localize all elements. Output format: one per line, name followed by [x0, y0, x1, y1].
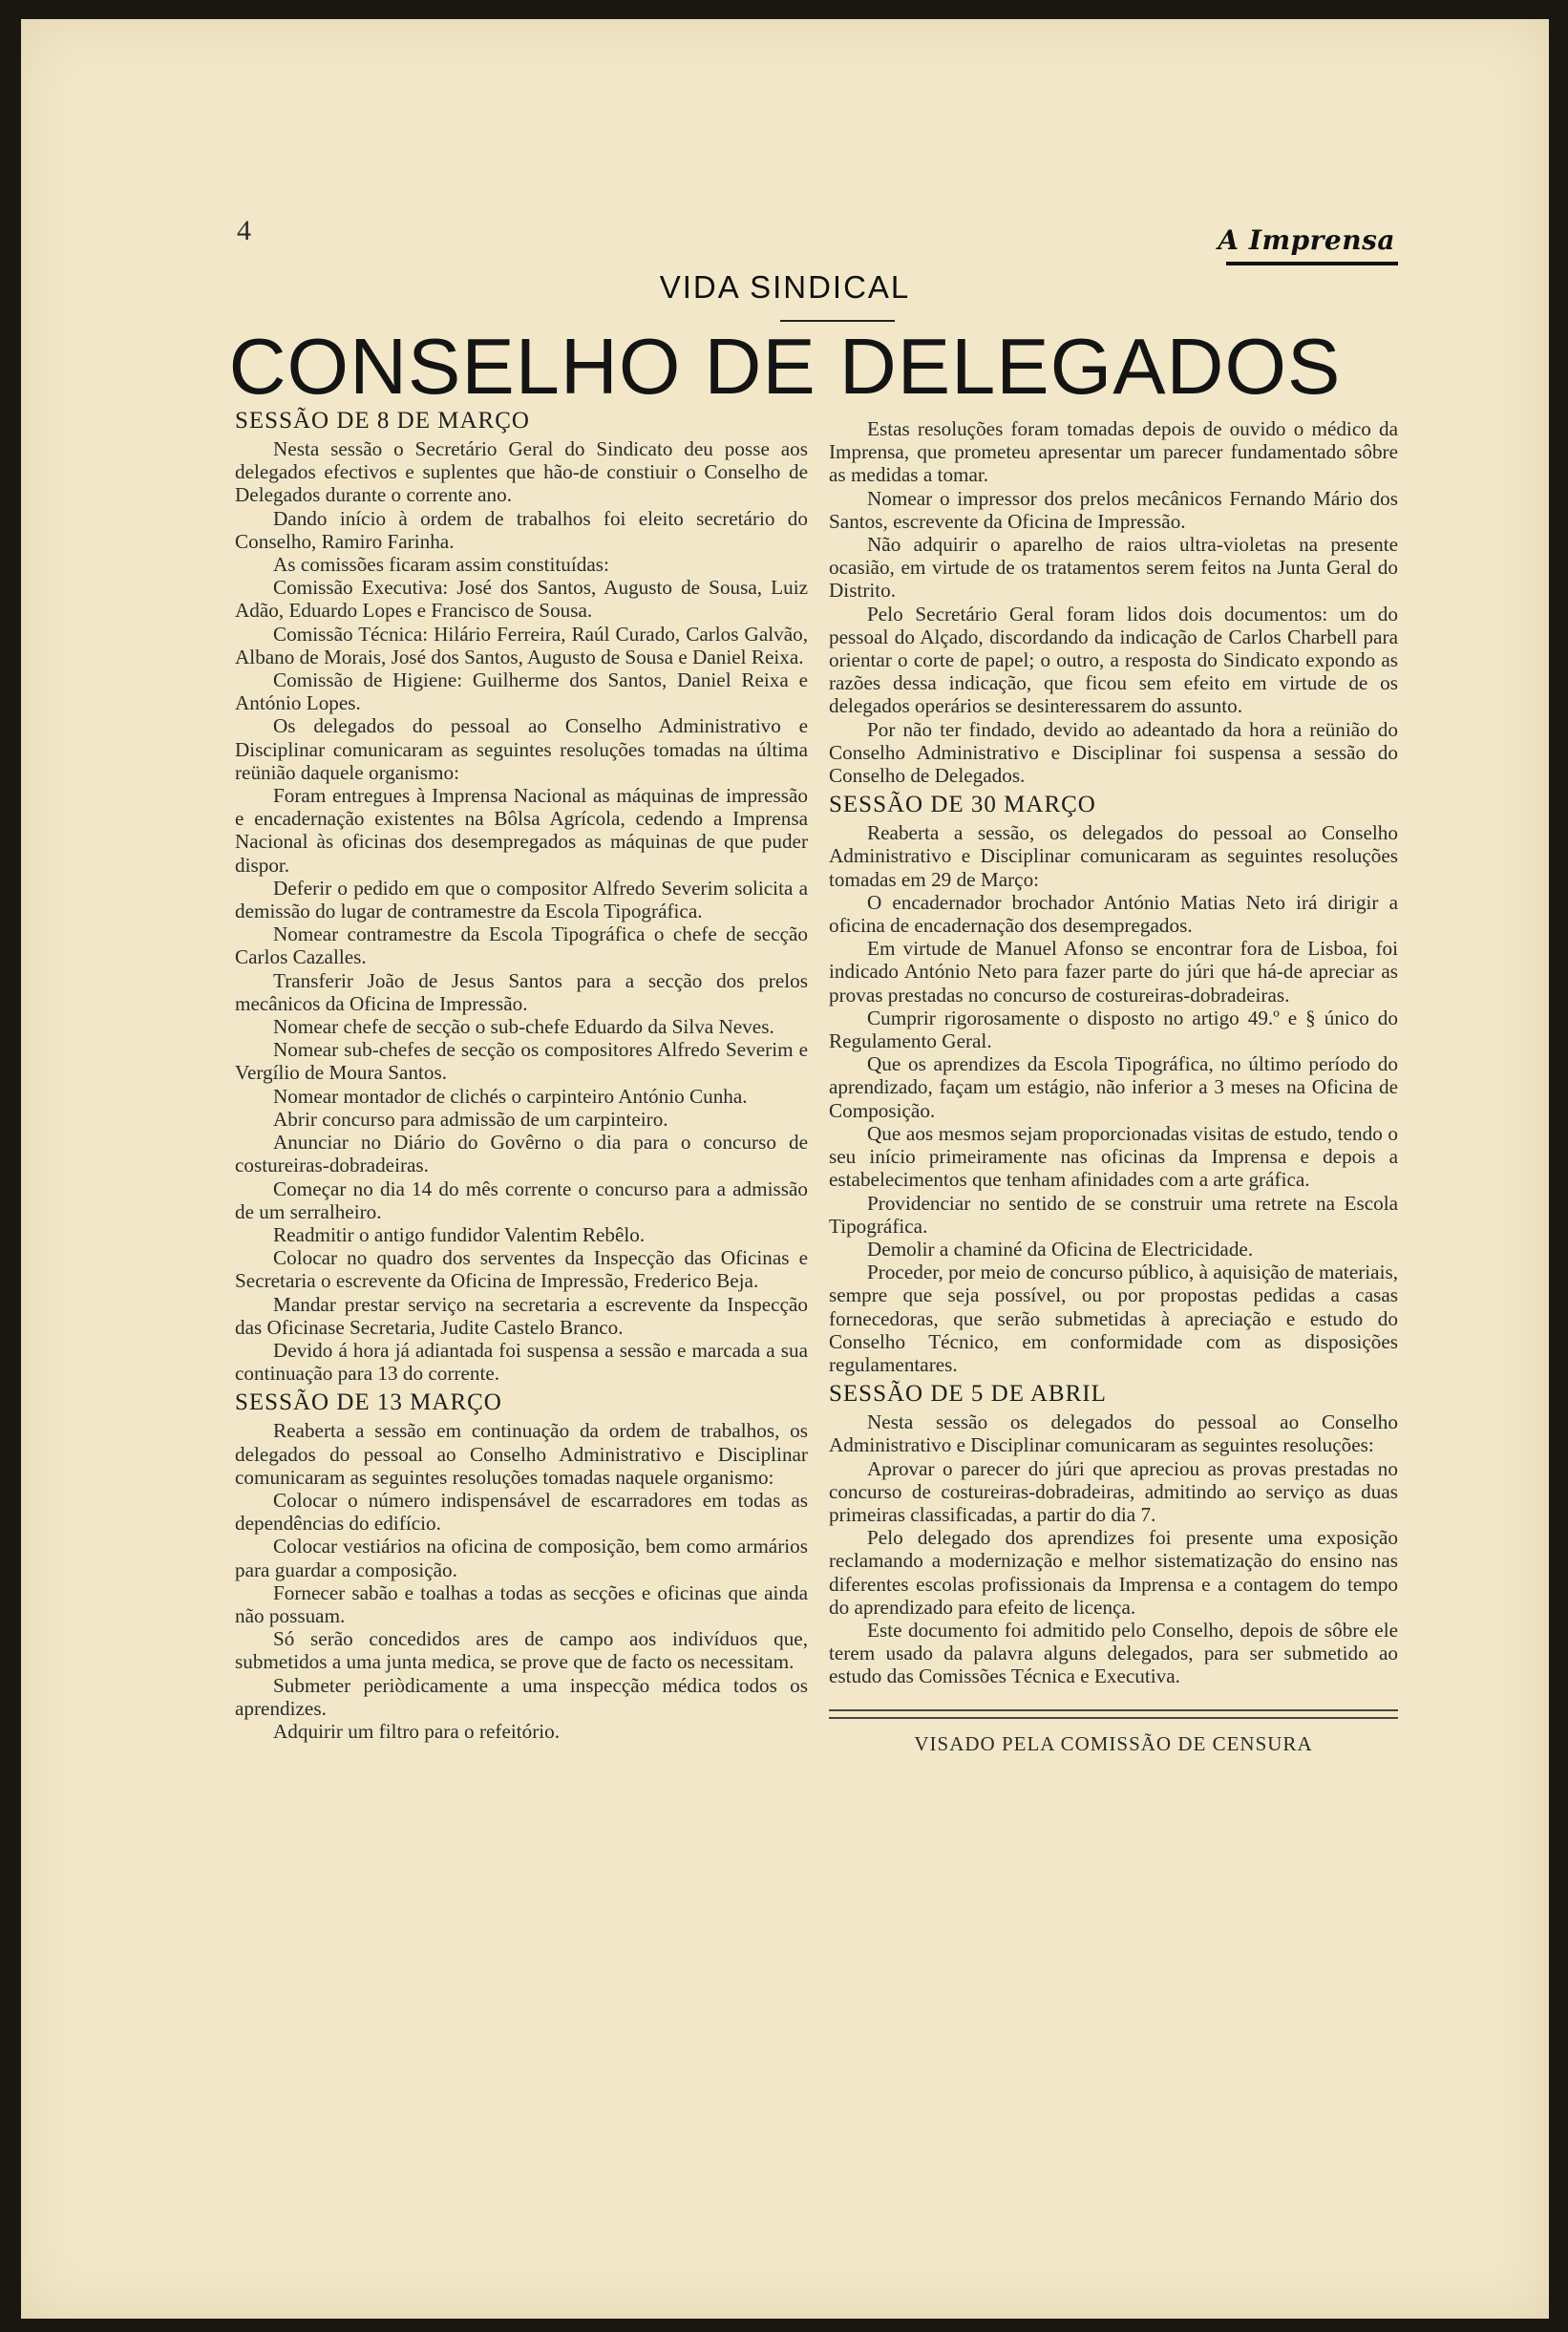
paragraph: Aprovar o parecer do júri que apreciou as provas prestadas no concurso de costureiras-dobradeiras, admitindo ao serviço as duas primeiras classificadas, a partir do dia 7. — [829, 1456, 1398, 1526]
double-rule — [829, 1709, 1398, 1719]
paragraph: Abrir concurso para admissão de um carpinteiro. — [273, 1107, 668, 1131]
masthead-rule — [1226, 262, 1398, 265]
right-column — [829, 417, 1398, 1755]
left-column — [235, 407, 808, 1743]
paragraph: Reaberta a sessão em continuação da ordem de trabalhos, os delegados do pessoal ao Conselho Administrativo e Disciplinar comunicaram as seguintes resoluções tomadas naquele organismo: — [235, 1419, 808, 1489]
paragraph: Readmitir o antigo fundidor Valentim Rebêlo. — [273, 1222, 646, 1246]
paragraph: Providenciar no sentido de se construir uma retrete na Escola Tipográfica. — [829, 1191, 1398, 1238]
paragraph: Deferir o pedido em que o compositor Alfredo Severim solicita a demissão do lugar de contramestre da Escola Tipográfica. — [235, 876, 808, 923]
paragraph: Estas resoluções foram tomadas depois de ouvido o médico da Imprensa, que prometeu apresentar um parecer fundamentado sôbre as medidas a tomar. — [829, 417, 1398, 487]
censorship-notice: VISADO PELA COMISSÃO DE CENSURA — [914, 1731, 1313, 1755]
paragraph: Proceder, por meio de concurso público, à aquisição de materiais, sempre que seja possível, ou por propostas pedidas a casas fornecedoras, que serão submetidas à apreciação e estudo do Conselho Técnico, em conformidade com as disposições regulamentares. — [829, 1261, 1398, 1376]
paragraph: Pelo Secretário Geral foram lidos dois documentos: um do pessoal do Alçado, discordando da indicação de Carlos Charbell para orientar o corte de papel; o outro, a resposta do Sindicato expondo as razões dessa indicação, que ficou sem efeito em virtude de os delegados operários se desinteressarem do assunto. — [829, 602, 1398, 718]
paragraph: Colocar no quadro dos serventes da Inspecção das Oficinas e Secretaria o escrevente da Oficina de Impressão, Frederico Beja. — [235, 1246, 808, 1293]
paragraph: Nomear montador de clichés o carpinteiro António Cunha. — [273, 1084, 748, 1108]
paragraph: Reaberta a sessão, os delegados do pessoal ao Conselho Administrativo e Disciplinar comunicaram as seguintes resoluções tomadas em 29 de Março: — [829, 821, 1398, 891]
paragraph: Começar no dia 14 do mês corrente o concurso para a admissão de um serralheiro. — [235, 1177, 808, 1223]
paragraph: Nesta sessão os delegados do pessoal ao Conselho Administrativo e Disciplinar comunicaram as seguintes resoluções: — [829, 1410, 1398, 1457]
newspaper-page — [21, 19, 1549, 2319]
session-heading: SESSÃO DE 30 MARÇO — [829, 792, 1096, 818]
paragraph: Nomear sub-chefes de secção os compositores Alfredo Severim e Vergílio de Moura Santos. — [235, 1038, 808, 1085]
paragraph: Submeter periòdicamente a uma inspecção médica todos os aprendizes. — [235, 1673, 808, 1720]
paragraph: Os delegados do pessoal ao Conselho Administrativo e Disciplinar comunicaram as seguintes resoluções tomadas na última reünião daquele organismo: — [235, 714, 808, 784]
paragraph: Só serão concedidos ares de campo aos indivíduos que, submetidos a uma junta medica, se prove que de facto os necessitam. — [235, 1627, 808, 1674]
paragraph: Nomear contramestre da Escola Tipográfica o chefe de secção Carlos Cazalles. — [235, 922, 808, 969]
paragraph: Comissão de Higiene: Guilherme dos Santos, Daniel Reixa e António Lopes. — [235, 668, 808, 715]
section-kicker: VIDA SINDICAL — [659, 269, 911, 305]
paragraph: Comissão Executiva: José dos Santos, Augusto de Sousa, Luiz Adão, Eduardo Lopes e Francisco de Sousa. — [235, 576, 808, 623]
paragraph: Nomear o impressor dos prelos mecânicos Fernando Mário dos Santos, escrevente da Oficina de Impressão. — [829, 486, 1398, 533]
paragraph: Por não ter findado, devido ao adeantado da hora a reünião do Conselho Administrativo e Disciplinar foi suspensa a sessão do Conselho de Delegados. — [829, 717, 1398, 788]
paragraph: Pelo delegado dos aprendizes foi presente uma exposição reclamando a modernização e melhor sistematização do ensino nas diferentes escolas profissionais da Imprensa e a contagem do tempo do aprendizado para efeito de licença. — [829, 1526, 1398, 1619]
paragraph: As comissões ficaram assim constituídas: — [273, 553, 609, 577]
paragraph: Em virtude de Manuel Afonso se encontrar fora de Lisboa, foi indicado António Neto para fazer parte do júri que há-de apreciar as provas prestadas no concurso de costureiras-dobradeiras. — [829, 937, 1398, 1007]
paragraph: Fornecer sabão e toalhas a todas as secções e oficinas que ainda não possuam. — [235, 1580, 808, 1627]
paragraph: Dando início à ordem de trabalhos foi eleito secretário do Conselho, Ramiro Farinha. — [235, 506, 808, 553]
paragraph: Cumprir rigorosamente o disposto no artigo 49.º e § único do Regulamento Geral. — [829, 1006, 1398, 1053]
paragraph: Nomear chefe de secção o sub-chefe Eduardo da Silva Neves. — [273, 1015, 774, 1039]
headline: CONSELHO DE DELEGADOS — [228, 322, 1342, 411]
paragraph: Comissão Técnica: Hilário Ferreira, Raúl Curado, Carlos Galvão, Albano de Morais, José dos Santos, Augusto de Sousa e Daniel Reixa. — [235, 622, 808, 668]
paragraph: Mandar prestar serviço na secretaria a escrevente da Inspecção das Oficinase Secretaria, Judite Castelo Branco. — [235, 1292, 808, 1339]
paragraph: Não adquirir o aparelho de raios ultra-violetas na presente ocasião, em virtude de os tratamentos serem feitos na Junta Geral do Distrito. — [829, 533, 1398, 603]
paragraph: Adquirir um filtro para o refeitório. — [273, 1719, 561, 1743]
session-heading: SESSÃO DE 5 DE ABRIL — [829, 1381, 1107, 1408]
paragraph: Colocar o número indispensável de escarradores em todas as dependências do edifício. — [235, 1488, 808, 1536]
paragraph: Nesta sessão o Secretário Geral do Sindicato deu posse aos delegados efectivos e suplentes que hão-de constiuir o Conselho de Delegados durante o corrente ano. — [235, 437, 808, 507]
paragraph: Foram entregues à Imprensa Nacional as máquinas de impressão e encadernação existentes na Bôlsa Agrícola, cedendo a Imprensa Nacional às oficinas dos desempregados as máquinas de que puder dispor. — [235, 784, 808, 877]
paragraph: Demolir a chaminé da Oficina de Electricidade. — [867, 1237, 1254, 1261]
paragraph: Transferir João de Jesus Santos para a secção dos prelos mecânicos da Oficina de Impressão. — [235, 968, 808, 1015]
paragraph: Este documento foi admitido pelo Conselho, depois de sôbre ele terem usado da palavra alguns delegados, para ser submetido ao estudo das Comissões Técnica e Executiva. — [829, 1618, 1398, 1688]
paragraph: Colocar vestiários na oficina de composição, bem como armários para guardar a composição. — [235, 1535, 808, 1581]
session-heading: SESSÃO DE 8 DE MARÇO — [235, 408, 530, 434]
paragraph: Anunciar no Diário do Govêrno o dia para o concurso de costureiras-dobradeiras. — [235, 1131, 808, 1177]
page-number: 4 — [237, 215, 251, 246]
paragraph: Devido á hora já adiantada foi suspensa a sessão e marcada a sua continuação para 13 do corrente. — [235, 1338, 808, 1386]
paragraph: Que os aprendizes da Escola Tipográfica, no último período do aprendizado, façam um estágio, não inferior a 3 meses na Oficina de Composição. — [829, 1052, 1398, 1122]
session-heading: SESSÃO DE 13 MARÇO — [235, 1389, 502, 1416]
masthead-logo: A Imprensa — [1218, 224, 1395, 256]
paragraph: O encadernador brochador António Matias Neto irá dirigir a oficina de encadernação dos desempregados. — [829, 890, 1398, 938]
paragraph: Que aos mesmos sejam proporcionadas visitas de estudo, tendo o seu início primeiramente nas oficinas da Imprensa e depois a estabelecimentos que tenham afinidades com a arte gráfica. — [829, 1121, 1398, 1192]
